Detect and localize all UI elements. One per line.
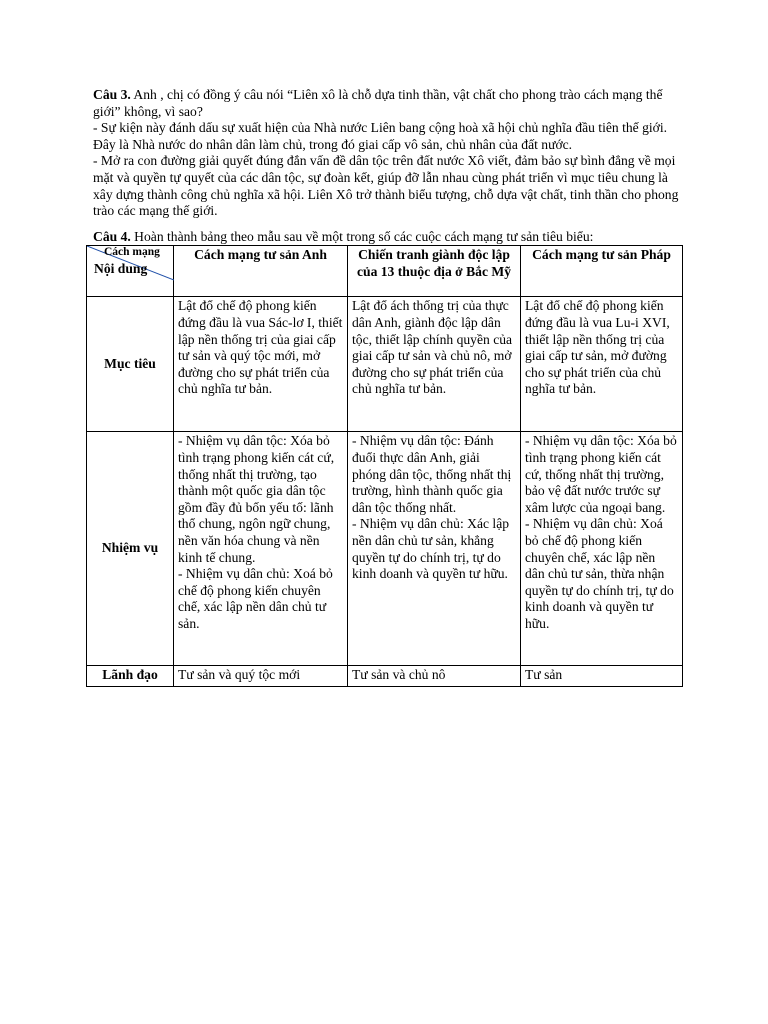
question-3 bbox=[93, 87, 683, 120]
question-4 bbox=[93, 229, 683, 246]
task-american-national: - Nhiệm vụ dân tộc: Đánh đuổi thực dân Anh, giải phóng dân tộc, thống nhất thị trường, hình thành quốc gia dân tộc thống nhất. bbox=[352, 433, 512, 515]
cell-goal-american: Lật đổ ách thống trị của thực dân Anh, giành độc lập dân tộc, thiết lập chính quyền của giai cấp tư sản và chủ nô, mở đường cho sự phát triển của chủ nghĩa tư bản. bbox=[348, 297, 521, 432]
row-label-task: Nhiệm vụ bbox=[87, 432, 174, 666]
cell-task-english bbox=[174, 432, 348, 666]
table-row-goal bbox=[87, 297, 683, 432]
task-french-national: - Nhiệm vụ dân tộc: Xóa bỏ tình trạng phong kiến cát cứ, thống nhất thị trường, bảo vệ đất nước trước sự xâm lược của ngoại bang. bbox=[525, 433, 677, 515]
question-3-label: Câu 3. bbox=[93, 87, 131, 102]
cell-leader-english: Tư sản và quý tộc mới bbox=[174, 666, 348, 687]
table-corner-cell bbox=[87, 246, 174, 297]
task-french-democratic: - Nhiệm vụ dân chủ: Xoá bỏ chế độ phong kiến chuyên chế, xác lập nền dân chủ tư sản, thừa nhận quyền tự do chính trị, tự do kinh doanh và quyền tư hữu. bbox=[525, 516, 674, 631]
task-english-democratic: - Nhiệm vụ dân chủ: Xoá bỏ chế độ phong kiến chuyên chế, xác lập nền dân chủ tư sản. bbox=[178, 566, 333, 631]
document-page bbox=[93, 87, 683, 687]
question-4-text: Hoàn thành bảng theo mẫu sau về một trong số các cuộc cách mạng tư sản tiêu biểu: bbox=[130, 228, 594, 244]
corner-label-revolution: Cách mạng bbox=[104, 246, 160, 259]
row-label-goal: Mục tiêu bbox=[87, 297, 174, 432]
task-english-national: - Nhiệm vụ dân tộc: Xóa bỏ tình trạng phong kiến cát cứ, thống nhất thị trường, tạo thành một quốc gia dân tộc gồm đầy đủ bốn yếu tố: lãnh thổ chung, ngôn ngữ chung, nền văn hóa chung và nền kinh tế chung. bbox=[178, 433, 335, 565]
cell-task-american bbox=[348, 432, 521, 666]
revolution-table bbox=[86, 245, 683, 687]
table-header-row bbox=[87, 246, 683, 297]
cell-task-french bbox=[521, 432, 683, 666]
column-header-american: Chiến tranh giành độc lập của 13 thuộc địa ở Bắc Mỹ bbox=[348, 246, 521, 297]
row-label-leader: Lãnh đạo bbox=[87, 666, 174, 687]
task-american-democratic: - Nhiệm vụ dân chủ: Xác lập nền dân chủ tư sản, khẳng quyền tự do chính trị, tự do kinh doanh và quyền tư hữu. bbox=[352, 516, 510, 582]
question-3-answer-1: - Sự kiện này đánh dấu sự xuất hiện của Nhà nước Liên bang cộng hoà xã hội chủ nghĩa đầu tiên thế giới. Đây là Nhà nước do nhân dân làm chủ, trong đó giai cấp vô sản, chủ nhân của đất nước. bbox=[93, 120, 668, 152]
cell-leader-french: Tư sản bbox=[521, 666, 683, 687]
table-row-leader bbox=[87, 666, 683, 687]
cell-goal-english: Lật đổ chế độ phong kiến đứng đầu là vua Sác-lơ I, thiết lập nền thống trị của giai cấp tư sản và quý tộc mới, mở đường cho sự phát triển của chủ nghĩa tư bản. bbox=[174, 297, 348, 432]
column-header-french: Cách mạng tư sản Pháp bbox=[521, 246, 683, 297]
cell-goal-french: Lật đổ chế độ phong kiến đứng đầu là vua Lu-i XVI, thiết lập nền thống trị của giai cấp tư sản, mở đường cho sự phát triển của chủ nghĩa tư bản. bbox=[521, 297, 683, 432]
question-4-label: Câu 4. bbox=[93, 228, 131, 244]
question-3-answer-2: - Mở ra con đường giải quyết đúng đắn vấn đề dân tộc trên đất nước Xô viết, đảm bảo sự bình đẳng về mọi mặt và quyền tự quyết của các dân tộc, sự đoàn kết, giúp đỡ lẫn nhau cùng phát triển vì mục tiêu chung là xây dựng thành công chủ nghĩa xã hội. Liên Xô trở thành biểu tượng, chỗ dựa vật chất, tinh thần cho phong trào các mạng thế giới. bbox=[93, 153, 679, 219]
cell-leader-american: Tư sản và chủ nô bbox=[348, 666, 521, 687]
column-header-english: Cách mạng tư sản Anh bbox=[174, 246, 348, 297]
table-row-task bbox=[87, 432, 683, 666]
corner-label-content: Nội dung bbox=[94, 261, 148, 277]
question-3-text: Anh , chị có đồng ý câu nói “Liên xô là chỗ dựa tinh thần, vật chất cho phong trào cách mạng thế giới” không, vì sao? bbox=[93, 87, 663, 119]
